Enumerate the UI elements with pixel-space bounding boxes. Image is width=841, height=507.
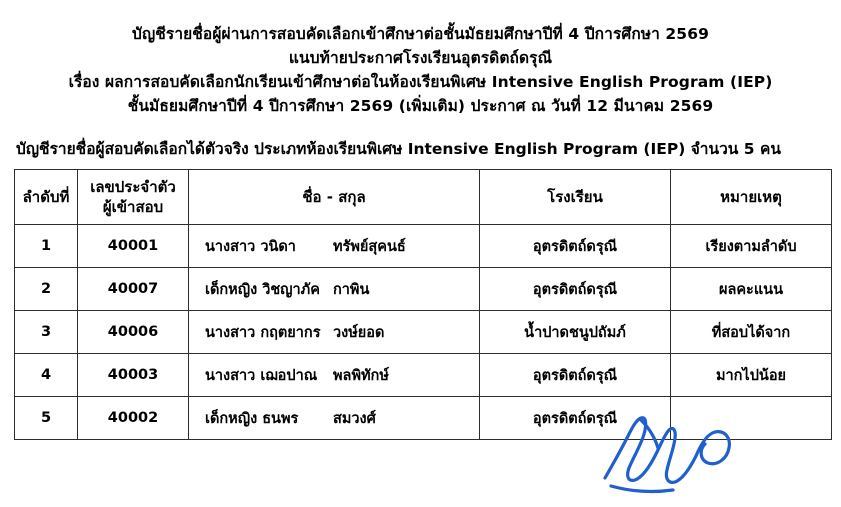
cell-note: ผลคะแนน (671, 268, 832, 311)
cell-code: 40007 (78, 268, 189, 311)
heading-line-3: เรื่อง ผลการสอบคัดเลือกนักเรียนเข้าศึกษาต่อในห้องเรียนพิเศษ Intensive English Program (IEP) (68, 73, 773, 92)
header-code-line-2: ผู้เข้าสอบ (102, 198, 164, 217)
cell-name (189, 311, 480, 354)
cell-school: อุตรดิตถ์ดรุณี (480, 225, 671, 268)
cell-code: 40001 (78, 225, 189, 268)
header-code (78, 170, 189, 225)
cell-name (189, 225, 480, 268)
cell-code: 40003 (78, 354, 189, 397)
cell-name-first: นางสาว วนิดา (205, 238, 296, 255)
cell-name-inner (189, 311, 479, 353)
cell-name (189, 354, 480, 397)
table-header (15, 170, 832, 225)
cell-school: อุตรดิตถ์ดรุณี (480, 268, 671, 311)
cell-school: อุตรดิตถ์ดรุณี (480, 354, 671, 397)
candidates-table (14, 169, 832, 440)
table-row (15, 311, 832, 354)
cell-no: 3 (15, 311, 78, 354)
cell-name-first: เด็กหญิง ธนพร (205, 410, 299, 427)
cell-note (671, 397, 832, 440)
header-school: โรงเรียน (480, 170, 671, 225)
header-code-line-1: เลขประจำตัว (90, 177, 176, 196)
heading-line-2: แนบท้ายประกาศโรงเรียนอุตรดิตถ์ดรุณี (288, 49, 553, 68)
document-headings (14, 22, 827, 118)
cell-code: 40006 (78, 311, 189, 354)
cell-code: 40002 (78, 397, 189, 440)
table-header-row (15, 170, 832, 225)
cell-no: 4 (15, 354, 78, 397)
cell-name (189, 268, 480, 311)
cell-name-first: เด็กหญิง วิชญาภัค (205, 281, 320, 298)
table-row (15, 225, 832, 268)
table-row (15, 397, 832, 440)
cell-note: ที่สอบได้จาก (671, 311, 832, 354)
heading-line-4: ชั้นมัธยมศึกษาปีที่ 4 ปีการศึกษา 2569 (เพิ่มเติม) ประกาศ ณ วันที่ 12 มีนาคม 2569 (127, 97, 714, 116)
cell-no: 1 (15, 225, 78, 268)
cell-name-first: นางสาว กฤตยากร (205, 324, 321, 341)
table-row (15, 268, 832, 311)
cell-name-inner (189, 397, 479, 439)
cell-no: 5 (15, 397, 78, 440)
cell-name-inner (189, 225, 479, 267)
cell-name-last: ทรัพย์สุคนธ์ (333, 238, 406, 255)
cell-name-last: สมวงศ์ (333, 410, 376, 427)
list-subtitle: บัญชีรายชื่อผู้สอบคัดเลือกได้ตัวจริง ประเภทห้องเรียนพิเศษ Intensive English Program (IEP) จำนวน 5 คน (16, 140, 781, 159)
header-name: ชื่อ - สกุล (189, 170, 480, 225)
heading-line-1: บัญชีรายชื่อผู้ผ่านการสอบคัดเลือกเข้าศึกษาต่อชั้นมัธยมศึกษาปีที่ 4 ปีการศึกษา 2569 (132, 25, 709, 43)
cell-name-inner (189, 268, 479, 310)
cell-no: 2 (15, 268, 78, 311)
cell-note: เรียงตามลำดับ (671, 225, 832, 268)
cell-name (189, 397, 480, 440)
table-body (15, 225, 832, 440)
cell-name-inner (189, 354, 479, 396)
header-note: หมายเหตุ (671, 170, 832, 225)
cell-name-last: วงษ์ยอด (333, 324, 385, 341)
cell-school: น้ำปาดชนูปถัมภ์ (480, 311, 671, 354)
cell-name-last: กาพิน (333, 281, 370, 298)
header-no: ลำดับที่ (15, 170, 78, 225)
cell-name-last: พลพิทักษ์ (333, 367, 389, 384)
table-row (15, 354, 832, 397)
cell-school: อุตรดิตถ์ดรุณี (480, 397, 671, 440)
cell-note: มากไปน้อย (671, 354, 832, 397)
cell-name-first: นางสาว เฌอปาณ (205, 367, 318, 384)
